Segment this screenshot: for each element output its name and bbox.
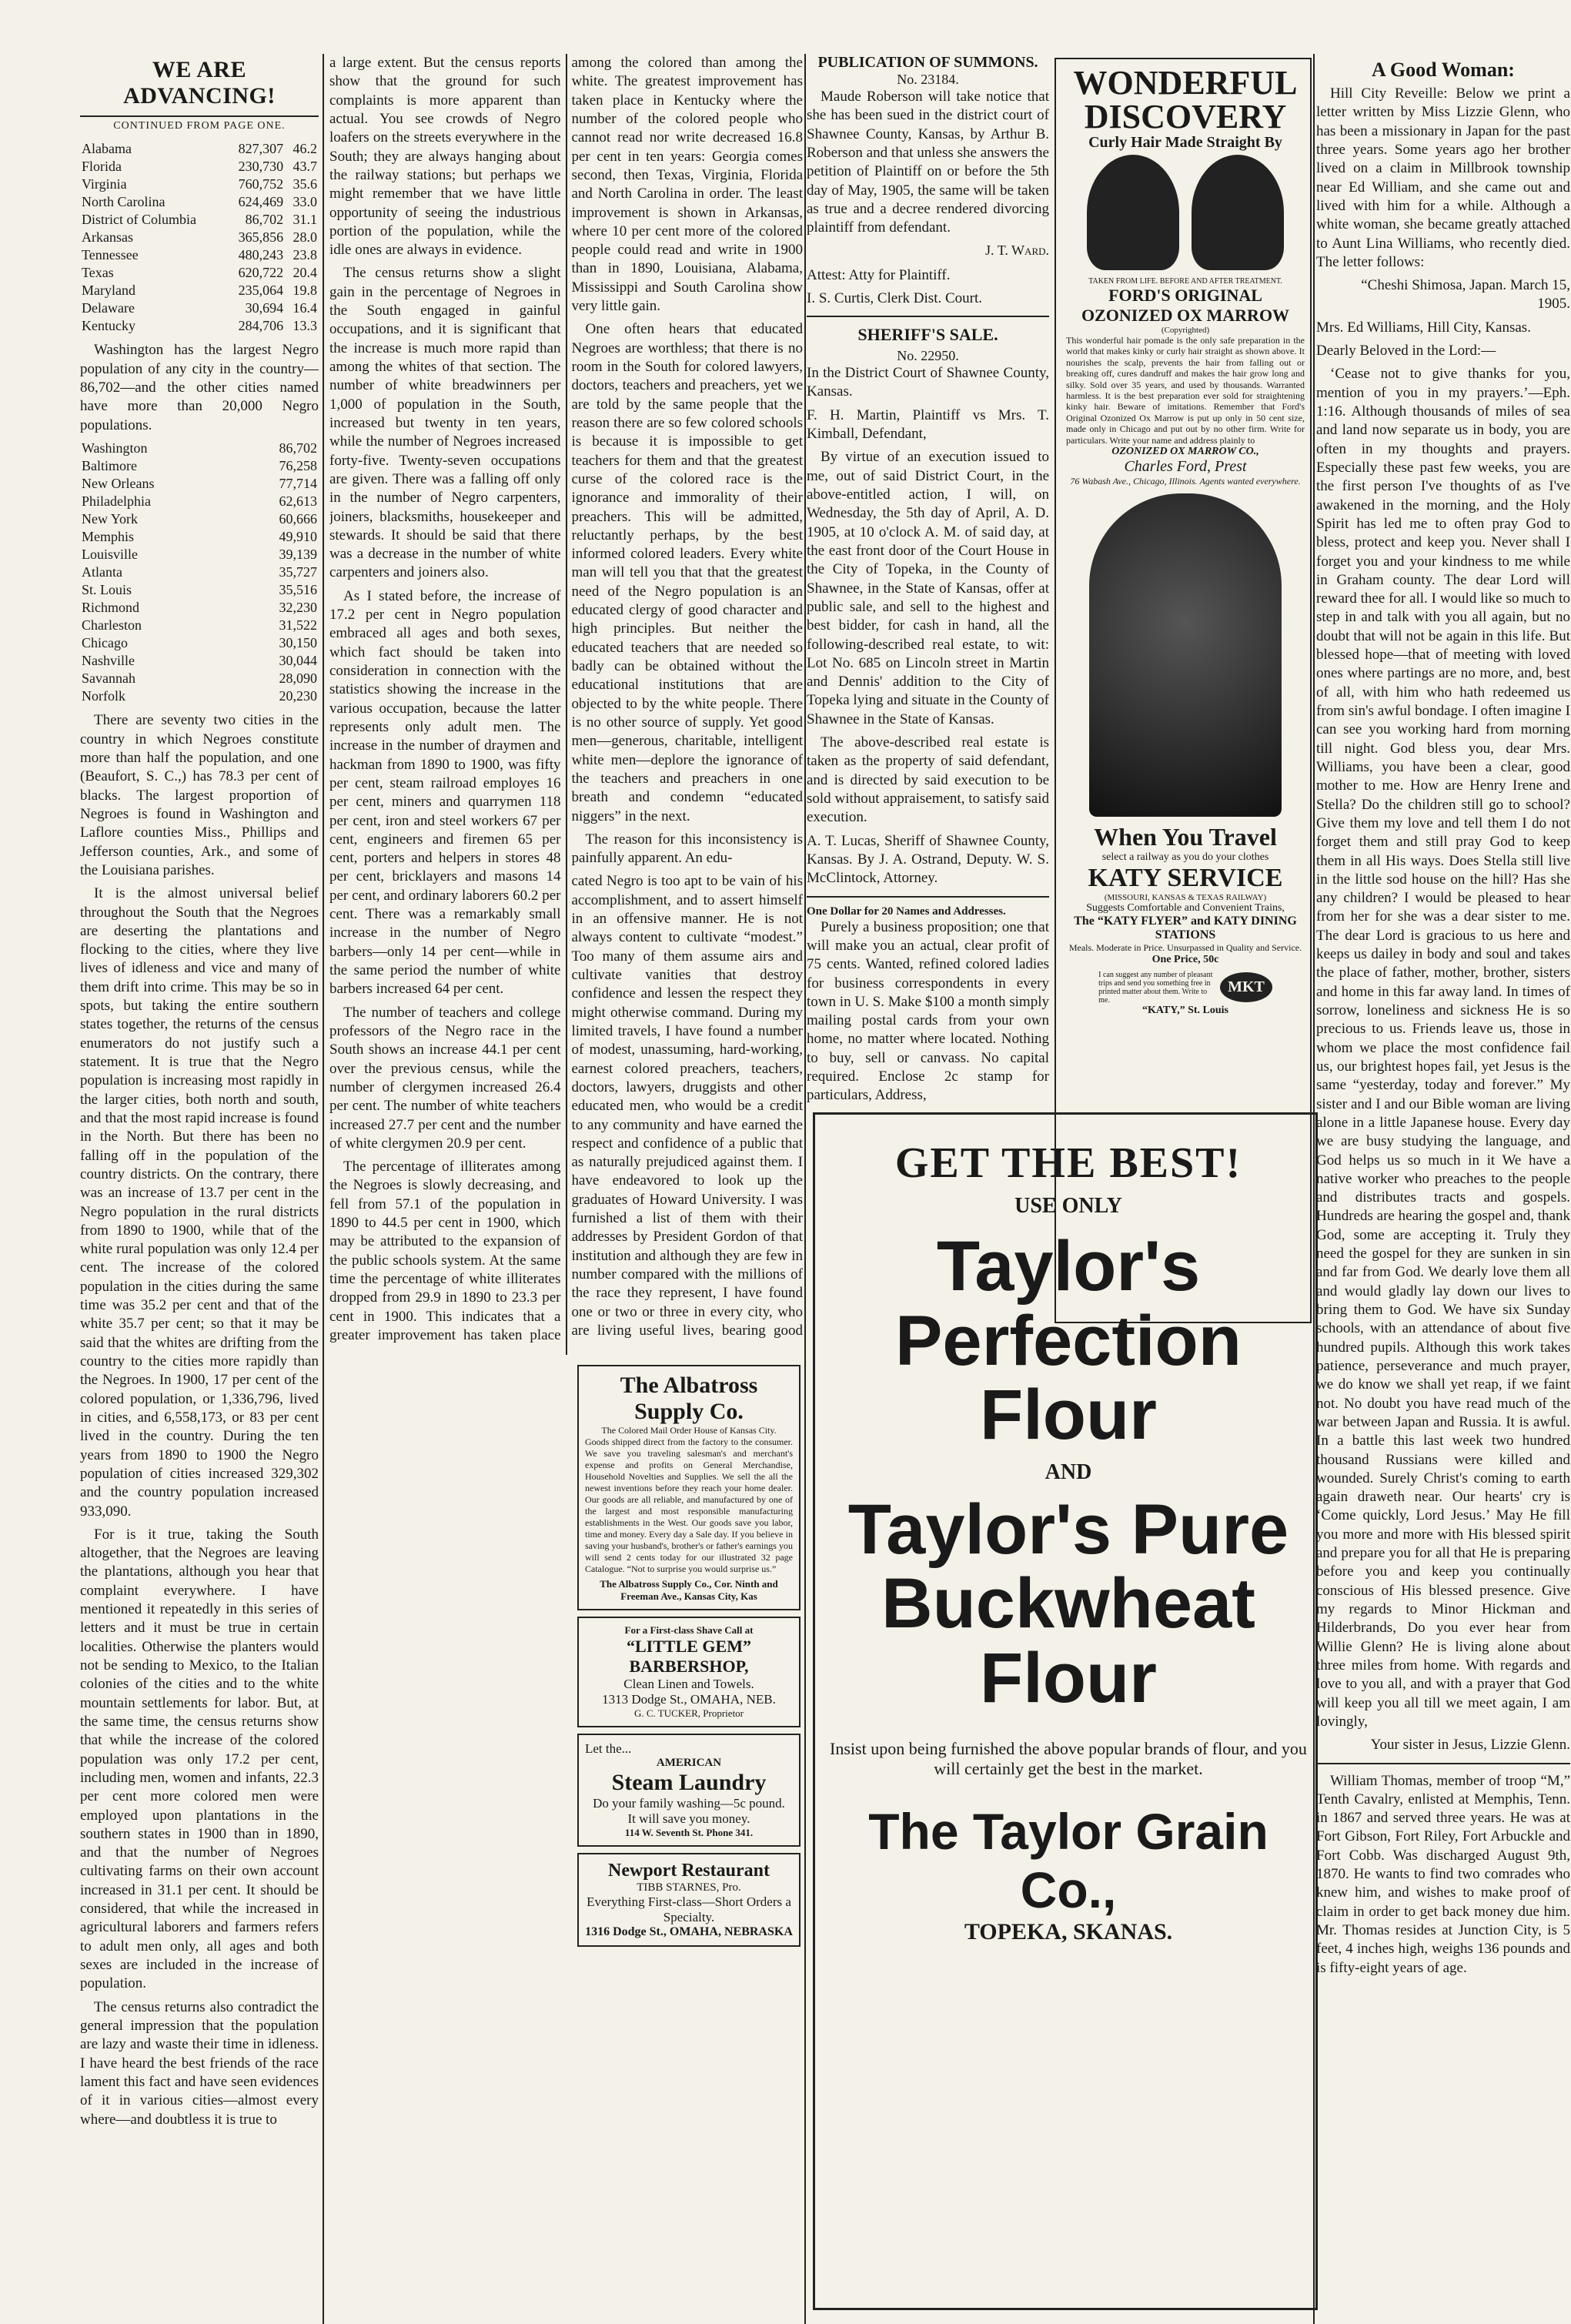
letter-dateline: “Cheshi Shimosa, Japan. March 15, 1905. <box>1361 277 1570 313</box>
taylor-company: The Taylor Grain Co., <box>868 1802 1268 1918</box>
city-row <box>80 440 319 457</box>
ford-title: FORD'S ORIGINAL <box>1108 286 1262 305</box>
albatross-tag: The Colored Mail Order House of Kansas City. <box>601 1425 777 1436</box>
mkt-logo: MKT <box>1220 972 1272 1002</box>
katy-note: I can suggest any number of pleasant trips and send you something free in printed matter about them. Write to me. <box>1098 970 1213 1005</box>
city-row <box>80 581 319 599</box>
katy-foot: “KATY,” St. Louis <box>1141 1004 1229 1016</box>
barbershop-ad <box>577 1617 801 1727</box>
notice-signature: J. T. Ward. <box>985 242 1049 258</box>
state-row <box>80 158 319 176</box>
letter-body: ‘Cease not to give thanks for you, mention of you in my prayers.’—Eph. 1:16. Although thousands of miles of sea and land now separate us in body, you are often in my thoughts and prayers. Especially these past few weeks, you are the first person I've thoughts of as I've awakened in the morning, and the Holy Spirit has led me to often pray God to bless, protect and keep you. Never shall I forget you and your kindness to me while in Graham county. The dear Lord will reward thee for all. I would like so much to step in and talk with you all again, but no doubt that will not be again in this life. But blessed hope—that of meeting with loved ones where partings are no more, and, best of all, with him who hath redeemed us from sin's awful bondage. I often imagine I can see you working hard from morning till night. God bless you, dear Mrs. Williams, you have been a clear, good mother to me. How are Henry Irene and Stella? Do the children still go to school? Give them my love and tell them I do not forget them and still pray God to keep them in all His ways. Does Stella still live in the little sod house on the hill? Has she any children? I would be pleased to hear from her for she was a dear sister to me. The dear Lord is gracious to us here and keeps us dailey in body and soul and takes the place of father, mother, brother, sisters and home in this far away land. In times of sorrow, loneliness and sickness He is so precious to us. Friends leave us, those in whom we place the most confidence fail us, our brightest hopes fail, yet Jesus is the same “yesterday, today and forever.” My sister and I and our Bible woman are living alone in a little Japanese house. Every day we are busy studying the language, and God helps us so much in it We have a native worker who preaches to the people and distributes tracts and gospels. Hundreds are hearing the gospel and, thank God, some are accepting it. Truly they need the gospel for they are sunken in sin and far from God. We dearly love them all and would gladly lay down our lives to bring them to God. We have six Sunday schools, with an attendance of about five hundred pupils. Although this work takes patience, perseverance and much prayer, we do know we shall yet reap, if we faint not. No doubt you have read much of the war between Japan and Russia. It is awful. In a battle this last week two hundred thousand Russians were killed and wounded. Surely Christ's coming to earth again draweth near. Our hearts' cry is ‘Come quickly, Lord Jesus.’ May He fill you more and more with His blessed spirit and prepare you for all that He is preparing before you and keep you continually conscious of His blessed presence. Give my regards to Minor Hickman and Hilderbrands, Do you ever hear from Willie Glenn? He is living alone about three miles from home. With regards and love to you all, and with a prayer that God will keep you all till we meet again, I am lovingly, <box>1316 366 1570 1730</box>
table-cell-name: Alabama <box>82 141 132 156</box>
traveler-illustration <box>1089 493 1282 817</box>
column-rule <box>804 54 806 2324</box>
column-1 <box>80 54 319 2324</box>
divider <box>1316 1763 1570 1764</box>
table-cell-name: Atlanta <box>82 564 122 580</box>
state-row <box>80 282 319 299</box>
table-cell-value: 43.7 <box>292 159 317 175</box>
portrait-after <box>1192 155 1284 270</box>
table-cell-name: Norfolk <box>82 688 125 704</box>
table-cell-value: 86,702 <box>245 212 284 228</box>
taylor-use-only: USE ONLY <box>1014 1194 1122 1218</box>
article-paragraph: The percentage of illiterates among the Negroes is slowly decreasing, and fell from 57.1 of the population in 1890 to 44.5 per cent in 1900, which may be attributed to the expansion of the public schools system. At the same time the percentage of white illiterates dropped from 29.9 in 1890 to 23.3 per cent in 1900. This indicates that a greater improvement has taken place among the colored than among the white. The greatest improvement has taken place in Kentucky where the number of the colored people who cannot read nor write decreased 16.8 per cent in ten years: Georgia comes second, then Texas, Virginia, Florida and North Carolina in order. The least improvement is shown in Arkansas, where 10 per cent more of the colored people could read and write in 1900 than in 1890, Louisiana, Alabama, Mississippi and South Carolina show very little gain. <box>329 55 803 1343</box>
state-row <box>80 229 319 246</box>
table-cell-value: 32,230 <box>279 600 317 616</box>
state-row <box>80 193 319 211</box>
notice-number: No. 23184. <box>897 72 959 87</box>
table-cell-value: 28,090 <box>279 670 317 687</box>
katy-suggests: Suggests Comfortable and Convenient Trains, <box>1086 901 1285 914</box>
laundry-line: Do your family washing—5c pound. <box>593 1796 785 1811</box>
state-row <box>80 176 319 193</box>
ford-address: 76 Wabash Ave., Chicago, Illinois. Agents wanted everywhere. <box>1070 475 1301 487</box>
restaurant-name: Newport Restaurant <box>608 1861 770 1881</box>
taylor-flour-ad <box>830 1120 1307 1945</box>
table-cell-value: 76,258 <box>279 457 317 473</box>
table-cell-value: 30,044 <box>279 653 317 669</box>
state-row <box>80 264 319 282</box>
table-cell-name: Washington <box>82 440 148 456</box>
table-cell-name: Savannah <box>82 670 135 687</box>
letter-title: A Good Woman: <box>1372 59 1515 81</box>
ford-product: OZONIZED OX MARROW <box>1081 306 1290 325</box>
taylor-line: Perfection <box>895 1301 1242 1380</box>
katy-title: KATY SERVICE <box>1088 863 1283 892</box>
discovery-title: DISCOVERY <box>1084 98 1287 135</box>
barber-sub: Clean Linen and Towels. <box>623 1677 754 1691</box>
albatross-title: The Albatross Supply Co. <box>620 1373 758 1424</box>
article-paragraph: The census returns also contradict the general impression that the population are lazy and waste their time in idleness. I have heard the best friends of the race lament this fact and have seen evidences of it in various cities—almost every where—and doubtless it is true to <box>80 1998 319 2128</box>
laundry-top: AMERICAN <box>656 1757 722 1769</box>
column-2 <box>329 54 803 2324</box>
table-cell-value: 30,694 <box>245 300 284 316</box>
continued-note: CONTINUED FROM PAGE ONE. <box>80 115 319 132</box>
laundry-ad <box>577 1734 801 1847</box>
table-cell-name: Chicago <box>82 635 128 651</box>
before-after-caption: TAKEN FROM LIFE. BEFORE AND AFTER TREATMENT. <box>1088 277 1282 286</box>
katy-subtitle: (MISSOURI, KANSAS & TEXAS RAILWAY) <box>1104 892 1267 902</box>
notice-clerk: I. S. Curtis, Clerk Dist. Court. <box>807 289 983 306</box>
laundry-line: It will save you money. <box>627 1811 750 1826</box>
table-cell-name: Delaware <box>82 300 135 316</box>
albatross-ad <box>577 1365 801 1610</box>
table-cell-value: 49,910 <box>279 529 317 545</box>
table-cell-value: 28.0 <box>292 229 317 246</box>
table-cell-name: District of Columbia <box>82 212 196 228</box>
city-row <box>80 510 319 528</box>
article-paragraph: The number of teachers and college professors of the Negro race in the South shows an increase 44.1 per cent over the previous census, while the number of clergymen increased 26.4 per cent. The number of white teachers increased 27.7 per cent and the number of white clergymen 20.9 per cent. <box>329 1004 561 1152</box>
before-after-portraits <box>1058 152 1312 277</box>
sale-heading: SHERIFF'S SALE. <box>857 325 998 345</box>
state-row <box>80 246 319 264</box>
table-cell-value: 35.6 <box>292 176 317 192</box>
table-cell-value: 35,516 <box>279 582 317 598</box>
taylor-line: Flour <box>980 1638 1157 1717</box>
table-cell-value: 62,613 <box>279 493 317 509</box>
notice-text: Maude Roberson will take notice that she has been sued in the district court of Shawnee County, Kansas, by Arthur B. Roberson and that unless she answers the petition of Plaintiff on or before the 5th day of May, 1905, the same will be taken as true and a decree rendered divorcing plaintiff from defendant. <box>807 89 1049 236</box>
notice-thomas: William Thomas, member of troop “M,” Tenth Cavalry, enlisted at Memphis, Tenn. in 1867 and served three years. He was at Fort Gibson, Fort Riley, Fort Arbuckle and Fort Cobb. Was discharged August 9th, 1870. He wants to find two comrades who knew him, and wishes to make proof of claim in order to get back money due him. Mr. Thomas resides at Junction City, is 5 feet, 4 inches high, weighs 136 pounds and is fifty-eight years of age. <box>1316 1772 1570 1976</box>
laundry-intro: Let the... <box>585 1741 632 1756</box>
taylor-headline: GET THE BEST! <box>894 1139 1242 1187</box>
article-paragraph: a large extent. But the census reports show that the ground for such complaints is more apparent than actual. You see crowds of Negro loafers on the streets everywhere in the South; they are always hanging about the railway stations; but perhaps we might remember that we have little opportunity of seeing the industrious portion of the population, while the idle ones are always in evidence. <box>329 55 561 259</box>
table-cell-name: New York <box>82 511 139 527</box>
table-cell-name: Richmond <box>82 600 139 616</box>
restaurant-line: Everything First-class—Short Orders a Specialty. <box>587 1894 791 1924</box>
table-cell-value: 39,139 <box>279 547 317 563</box>
city-row <box>80 563 319 581</box>
city-row <box>80 546 319 563</box>
table-cell-name: Texas <box>82 265 114 281</box>
barber-intro: For a First-class Shave Call at <box>624 1624 754 1636</box>
ford-company: OZONIZED OX MARROW CO., <box>1111 445 1259 457</box>
sale-text: By virtue of an execution issued to me, out of said District Court, in the above-entitled action, I will, on Wednesday, the 5th day of April, A. D. 1905, at 10 o'clock A. M. of said day, at the east front door of the Court House in the City of Topeka, in the County of Shawnee, in the State of Kansas, offer at public sale, and sell to the highest and best bidder, for cash in hand, all the following-described real estate, to wit: Lot No. 685 on Lincoln street in Martin and Dennis' addition to the City of Topeka lying and situate in the County of Shawnee in the State of Kansas. <box>807 449 1049 727</box>
table-cell-value: 235,064 <box>238 283 284 299</box>
sale-court: In the District Court of Shawnee County, Kansas. <box>807 365 1049 400</box>
curly-subtitle: Curly Hair Made Straight By <box>1088 134 1282 151</box>
travel-title: When You Travel <box>1094 822 1277 851</box>
article-paragraph: The census returns show a slight gain in the percentage of Negroes in the South engaged in gainful occupations, and it is significant that the increase is much more rapid than among the whites of that section. The number of white breadwinners per 1,000 of population in the South, increased but twenty in ten years, while the number of Negroes increased forty-five. Twenty-seven occupations are given. There was a falling off only in the number of Negro carpenters, joiners, blacksmiths, housekeeper and stewards. It should be said that there was a decrease in the number of white carpenters and joiners also. <box>329 265 561 581</box>
ford-body: This wonderful hair pomade is the only safe preparation in the world that makes kinky or curly hair straight as shown above. It nourishes the scalp, prevents the hair from falling out or breaking off, cures dandruff and makes the hair grow long and silky. Sold over 35 years, and used by thousands. Warranted harmless. It is the best preparation ever sold for straightening kinky hair. Beware of imitations. Remember that Ford's Original Ozonized Ox Marrow is put up only in 50 cent size, made only in Chicago and put out by no other firm. Write for particulars. Write your name and address plainly to <box>1066 335 1305 446</box>
letter-closing: Your sister in Jesus, Lizzie Glenn. <box>1370 1737 1570 1754</box>
copyright-note: (Copyrighted) <box>1161 326 1210 335</box>
dollar-heading: One Dollar for 20 Names and Addresses. <box>807 905 1006 918</box>
table-cell-value: 20,230 <box>279 688 317 704</box>
dollar-text: Purely a business proposition; one that will make you an actual, clear profit of 75 cents. Wanted, refined colored ladies for business correspondents in every town in U. S. Make $100 a month simply mailing postal cards from your own home, no matter where located. Nothing to buy, sell or canvass. No capital required. Enclose 2c stamp for particulars, Address, <box>807 918 1049 1104</box>
ads-block <box>577 1359 801 1953</box>
table-cell-value: 760,752 <box>238 176 284 192</box>
katy-meals: Meals. Moderate in Price. Unsurpassed in Quality and Service. <box>1068 941 1302 953</box>
taylor-line: Flour <box>980 1376 1157 1455</box>
table-cell-value: 365,856 <box>238 229 284 246</box>
travel-subtitle: select a railway as you do your clothes <box>1101 851 1269 863</box>
barber-name: “LITTLE GEM” BARBERSHOP, <box>627 1637 751 1676</box>
barber-proprietor: G. C. TUCKER, Proprietor <box>633 1707 744 1719</box>
table-cell-name: Philadelphia <box>82 493 151 509</box>
state-row <box>80 140 319 158</box>
sale-parties: F. H. Martin, Plaintiff vs Mrs. T. Kimball, Defendant, <box>807 406 1049 443</box>
albatross-address: The Albatross Supply Co., Cor. Ninth and Freeman Ave., Kansas City, Kas <box>600 1578 778 1602</box>
katy-price: One Price, 50c <box>1152 953 1219 965</box>
table-cell-value: 31,522 <box>279 617 317 634</box>
katy-flyer: The “KATY FLYER” and KATY DINING STATIONS <box>1074 914 1297 941</box>
table-cell-name: North Carolina <box>82 194 165 210</box>
table-cell-name: Charleston <box>82 617 142 634</box>
table-cell-name: Baltimore <box>82 457 137 473</box>
table-cell-value: 30,150 <box>279 635 317 651</box>
city-row <box>80 528 319 546</box>
notice-heading: PUBLICATION OF SUMMONS. <box>817 54 1038 71</box>
table-cell-name: Virginia <box>82 176 127 192</box>
table-cell-value: 230,730 <box>238 159 284 175</box>
taylor-city: TOPEKA, SKANAS. <box>964 1918 1173 1944</box>
albatross-body: Goods shipped direct from the factory to the consumer. We save you traveling salesman's and merchant's expense and profits on General Merchandise, Household Novelties and Supplies. We sell the all the newest inventions before they reach your home dealer. Our goods are all reliable, and manufactured by one of the largest and most responsible manufacturing establishments in the West. Our goods save you labor, time and money. Every day a Sale day. If you believe in saving your husband's, brother's or father's earnings you will send 2 cents today for our illustrated 32 page Catalogue. “Not to surprise you would surprise us.” <box>585 1436 793 1574</box>
table-cell-name: St. Louis <box>82 582 132 598</box>
taylor-insist: Insist upon being furnished the above popular brands of flour, and you will certainly get the best in the market. <box>830 1738 1307 1778</box>
city-row <box>80 617 319 634</box>
table-cell-name: Maryland <box>82 283 135 299</box>
table-cell-value: 13.3 <box>292 318 317 334</box>
article-paragraph: As I stated before, the increase of 17.2 per cent in Negro population embraced all ages and both sexes, which fact should be taken into consideration in connection with the statistics showing the increase in the various occupation, because the latter represents only adult men. The increase in the number of draymen and hackman from 1890 to 1900, was fifty per cent, steam railroad employes 16 per cent, miners and quarrymen 118 per cent, iron and steel workers 67 per cent, engineers and firemen 65 per cent, porters and helpers in stores 48 per cent, bricklayers and masons 14 per cent, and ordinary laborers 60.2 per cent. There was a remarkably small increase in the number of Negro barbers—only 14 per cent—while in the same period the number of white barbers increased 64 per cent. <box>329 587 561 998</box>
katy-footer <box>1058 971 1312 1005</box>
article-paragraph: Washington has the largest Negro population of any city in the country—86,702—and the other cities named have more than 20,000 Negro populations. <box>80 342 319 433</box>
city-row <box>80 475 319 493</box>
table-cell-value: 284,706 <box>238 318 284 334</box>
taylor-line: Buckwheat <box>881 1564 1255 1644</box>
article-paragraph: One often hears that educated Negroes are worthless; that there is no room in the South for colored lawyers, doctors, teachers and preachers, yet we are told by the same people that the reason there are so few colored schools is because it is impossible to get teachers for them and that the greatest curse of the colored race is the ignorance and immorality of their preachers. This will be admitted, reluctantly perhaps, by the best informed colored leaders. Every white man will tell you that that the greatest need of the Negro population is an educated clergy of good character and high principles. But neither the educated teachers that are needed so badly can be obtained without the educational institutions that are objected to by the white people. There is no other source of supply. Yet good men—generous, charitable, intelligent white men—deplore the ignorance of the teachers and preachers in one breath and condemn “educated niggers” in the next. <box>571 321 803 824</box>
article-continuation <box>329 54 803 1355</box>
table-cell-name: New Orleans <box>82 475 155 491</box>
sale-number: No. 22950. <box>897 348 959 364</box>
city-row <box>80 687 319 705</box>
wonderful-title: WONDERFUL <box>1073 64 1298 102</box>
column-3 <box>807 54 1049 1108</box>
cities-table <box>80 440 319 705</box>
taylor-and: AND <box>1045 1460 1092 1484</box>
city-row <box>80 457 319 475</box>
article-paragraph: It is the almost universal belief throughout the South that the Negroes are deserting the plantations and flocking to the cities, where they live lives of idleness and vice and many of them drift into crime. This may be so in spots, but taking the entire southern states together, the returns of the census enumerators do not justify such a statement. It is true that the Negro population is increasing most rapidly in the larger cities, both north and south, and that the most rapid increase is found in the North. But there has been no falling off in the population of the country districts. On the contrary, there was an increase of 13.7 per cent in the Negro population in the rural districts from 1890 to 1900, while that of the white rural population was only 12.4 per cent. The increase of the colored population in the cities during the same time was 35.2 per cent and that of the white 35.7 per cent; so that it may be said that the whites are drifting from the country to the cities more rapidly than the Negroes. In 1900, 17 per cent of the colored population, or 1,336,796, lived in cities, and 6,558,173, or 83 per cent lived in the country. During the ten years from 1890 to 1900 the Negro population of cities increased 329,302 and the country population increased 933,090. <box>80 885 319 1520</box>
restaurant-ad <box>577 1853 801 1947</box>
laundry-address: 114 W. Seventh St. Phone 341. <box>624 1827 754 1838</box>
article-paragraph: The reason for this inconsistency is painfully apparent. An edu- <box>571 831 803 867</box>
table-cell-value: 624,469 <box>238 194 284 210</box>
article-paragraph: For is it true, taking the South altogether, that the Negroes are leaving the plantations, although you hear that complaint everywhere. I have mentioned it repeatedly in this series of letters and it must be true in certain localities. Otherwise the planters would not be sending to Mexico, to the Italian colonies of the cities and to the white mountain settlements for labor. But, at the same time, the census returns show that while the increase of the colored population was only 17.2 per cent, including men, women and infants, 22.3 per cent more colored men were employed upon plantations in the southern states in 1900 than in 1890, and that the number of Negroes cultivating farms on their own account increased in 31.1 per cent. It should be considered, that while the increased in agricultural laborers and farmers refers to adult men only, all ages and both sexes are included in the increase of population. <box>80 1526 319 1992</box>
table-cell-value: 480,243 <box>238 247 284 263</box>
table-cell-value: 60,666 <box>279 511 317 527</box>
sale-text: The above-described real estate is taken as the property of said defendant, and is directed by said execution to be sold without appraisement, to satisfy said execution. <box>807 734 1049 826</box>
table-cell-name: Louisville <box>82 547 138 563</box>
states-table <box>80 140 319 335</box>
letter-salutation: Dearly Beloved in the Lord:— <box>1316 343 1496 359</box>
city-row <box>80 493 319 510</box>
barber-address: 1313 Dodge St., OMAHA, NEB. <box>602 1692 776 1707</box>
city-row <box>80 599 319 617</box>
table-cell-value: 33.0 <box>292 194 317 210</box>
column-4 <box>1058 54 1312 1108</box>
state-row <box>80 211 319 229</box>
table-cell-value: 35,727 <box>279 564 317 580</box>
column-rule <box>1313 54 1315 2324</box>
laundry-name: Steam Laundry <box>611 1770 767 1795</box>
headline: WE ARE ADVANCING! <box>123 57 276 109</box>
table-cell-value: 19.8 <box>292 283 317 299</box>
table-cell-name: Memphis <box>82 529 135 545</box>
table-cell-value: 77,714 <box>279 475 317 491</box>
table-cell-name: Tennessee <box>82 247 139 263</box>
column-5 <box>1316 54 1570 2324</box>
table-cell-name: Florida <box>82 159 122 175</box>
notice-attest: Attest: Atty for Plaintiff. <box>807 266 951 283</box>
table-cell-name: Kentucky <box>82 318 135 334</box>
table-cell-value: 20.4 <box>292 265 317 281</box>
article-paragraph: There are seventy two cities in the country in which Negroes constitute more than half the population, and one (Beaufort, S. C.,) has 78.3 per cent of blacks. The largest proportion of Negroes is found in Washington and Laflore counties Miss., Phillips and Jefferson counties, Ark., and some of the Louisiana parishes. <box>80 712 319 878</box>
restaurant-proprietor: TIBB STARNES, Pro. <box>637 1881 741 1894</box>
table-cell-value: 620,722 <box>238 265 284 281</box>
table-cell-value: 46.2 <box>292 141 317 156</box>
ford-signature: Charles Ford, Prest <box>1124 457 1247 475</box>
divider <box>807 896 1049 898</box>
taylor-line: Taylor's Pure <box>847 1490 1289 1569</box>
taylor-line: Taylor's <box>936 1227 1201 1306</box>
sale-signature: A. T. Lucas, Sheriff of Shawnee County, Kansas. By J. A. Ostrand, Deputy. W. S. McClintock, Attorney. <box>807 832 1049 887</box>
letter-addressee: Mrs. Ed Williams, Hill City, Kansas. <box>1316 319 1531 336</box>
letter-intro: Hill City Reveille: Below we print a letter written by Miss Lizzie Glenn, who has been a missionary in Japan for the past three years. Some years ago her brother lived on a claim in Millbrook township near Ed William, and she came out and lived with him for a while. Although a white woman, she became greatly attached to Aunt Lina Williams, who recently died. The letter follows: <box>1316 85 1570 270</box>
divider <box>807 316 1049 317</box>
table-cell-value: 16.4 <box>292 300 317 316</box>
table-cell-name: Nashville <box>82 653 135 669</box>
state-row <box>80 299 319 317</box>
table-cell-value: 86,702 <box>279 440 317 456</box>
table-cell-name: Arkansas <box>82 229 133 246</box>
table-cell-value: 31.1 <box>292 212 317 228</box>
city-row <box>80 634 319 652</box>
table-cell-value: 23.8 <box>292 247 317 263</box>
column-rule <box>323 54 324 2324</box>
city-row <box>80 670 319 687</box>
portrait-before <box>1087 155 1179 270</box>
city-row <box>80 652 319 670</box>
restaurant-address: 1316 Dodge St., OMAHA, NEBRASKA <box>585 1925 793 1938</box>
state-row <box>80 317 319 335</box>
article-paragraph: cated Negro is too apt to be vain of his accomplishment, and to assert himself in an offensive manner. He is not always content to cultivate “modest.” Too many of them assume airs and cultivate vanities that destroy confidence and lessen the respect they might otherwise command. During my limited travels, I have found a number of modest, unassuming, hard-working, earnest colored preachers, teachers, doctors, lawyers, druggists and other educated men, who would be a credit to any community and have earned the respect and confidence of a public that as naturally prejudiced against them. I have endeavored to look up the graduates of Howard University. I was furnished a list of them with their addresses by President Gordon of that institution and although they are few in number compared with the millions of the race they represent, I have found one or two or three in every city, who are living useful lives, bearing good <box>571 873 803 1339</box>
table-cell-value: 827,307 <box>238 141 284 156</box>
